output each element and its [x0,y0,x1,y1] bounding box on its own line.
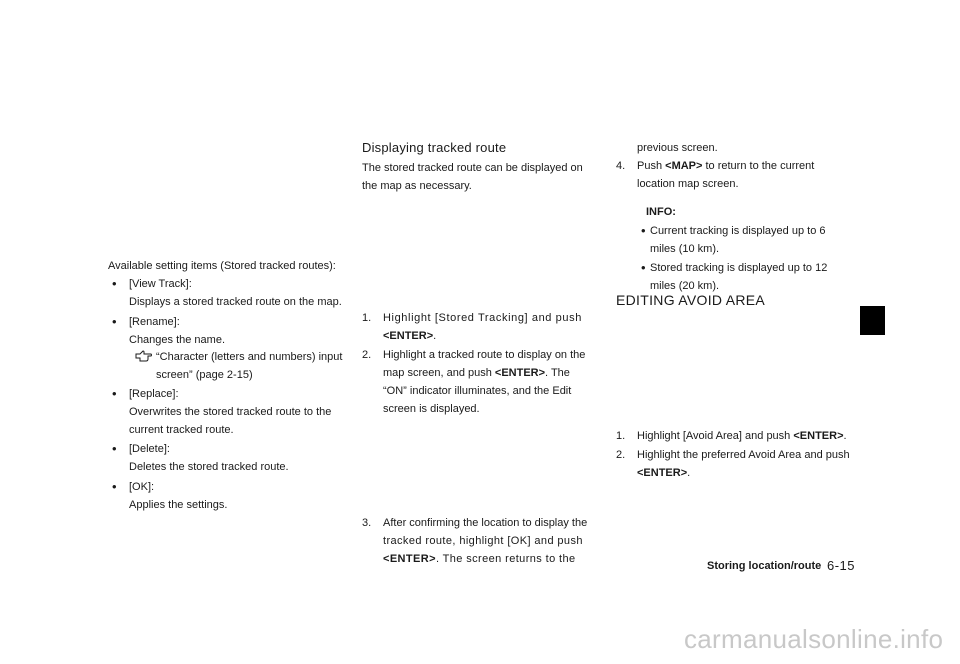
item-rename-desc: Changes the name. [129,334,226,346]
avoid-step1-line: Highlight [Avoid Area] and push <ENTER>. [637,430,847,442]
info-item-1-line2: miles (10 km). [650,243,720,255]
reference-icon [135,348,152,366]
step4-number: 4. [616,160,626,172]
step2-line2: map screen, and push <ENTER>. The [383,367,570,379]
step2-line1: Highlight a tracked route to display on the [383,349,586,361]
avoid-step2-line2: <ENTER>. [637,467,691,479]
avoid-step2-line1: Highlight the preferred Avoid Area and push [637,449,850,461]
bullet-view-track: • [112,276,117,291]
item-ok-label: [OK]: [129,481,155,493]
info-item-2-line1: Stored tracking is displayed up to 12 [650,262,828,274]
item-delete-label: [Delete]: [129,443,170,455]
item-delete-desc: Deletes the stored tracked route. [129,461,289,473]
col2-intro-line1: The stored tracked route can be displayed on [362,162,583,174]
enter-key: <ENTER> [494,367,546,379]
info-label: INFO: [646,206,676,218]
chapter-tab [860,306,885,335]
map-key: <MAP> [665,160,703,172]
info-bullet-2: • [641,260,646,275]
avoid-step2-number: 2. [616,449,626,461]
step3-line3: <ENTER>. The screen returns to the [383,553,576,565]
step1-number: 1. [362,312,372,324]
step4-line1: Push <MAP> to return to the current [637,160,815,172]
info-item-2-line2: miles (20 km). [650,280,720,292]
page-number: 6-15 [827,558,856,573]
enter-key: <ENTER> [383,553,436,565]
step2-number: 2. [362,349,372,361]
step3-line2: tracked route, highlight [OK] and push [383,535,583,547]
enter-key: <ENTER> [793,430,844,442]
enter-key: <ENTER> [637,467,688,479]
step1-line2: <ENTER>. [383,330,437,342]
bullet-rename: • [112,314,117,329]
item-rename-ref-line2: screen” (page 2-15) [156,369,253,381]
info-bullet-1: • [641,223,646,238]
item-view-track-label: [View Track]: [129,278,192,290]
item-replace-label: [Replace]: [129,388,179,400]
bullet-delete: • [112,441,117,456]
col1-intro: Available setting items (Stored tracked routes): [108,260,336,272]
watermark: carmanualsonline.info [684,624,944,654]
item-replace-desc-line1: Overwrites the stored tracked route to the [129,406,332,418]
bullet-ok: • [112,479,117,494]
bullet-replace: • [112,386,117,401]
item-view-track-desc: Displays a stored tracked route on the map. [129,296,342,308]
footer-section-label: Storing location/route [707,560,822,572]
info-item-1-line1: Current tracking is displayed up to 6 [650,225,826,237]
item-replace-desc-line2: current tracked route. [129,424,234,436]
step3-line1: After confirming the location to display the [383,517,588,529]
step3-continuation: previous screen. [637,142,718,154]
section-heading-displaying-tracked-route: Displaying tracked route [362,140,507,155]
item-rename-ref-line1: “Character (letters and numbers) input [156,351,343,363]
pointing-hand-icon [135,349,152,363]
step2-line4: screen is displayed. [383,403,480,415]
step4-line2: location map screen. [637,178,739,190]
step1-line1: Highlight [Stored Tracking] and push [383,312,582,324]
item-rename-label: [Rename]: [129,316,180,328]
enter-key: <ENTER> [383,330,434,342]
avoid-step1-number: 1. [616,430,626,442]
step2-line3: “ON” indicator illuminates, and the Edit [383,385,572,397]
section-heading-editing-avoid-area: EDITING AVOID AREA [616,292,766,308]
item-ok-desc: Applies the settings. [129,499,228,511]
step3-number: 3. [362,517,372,529]
col2-intro-line2: the map as necessary. [362,180,472,192]
